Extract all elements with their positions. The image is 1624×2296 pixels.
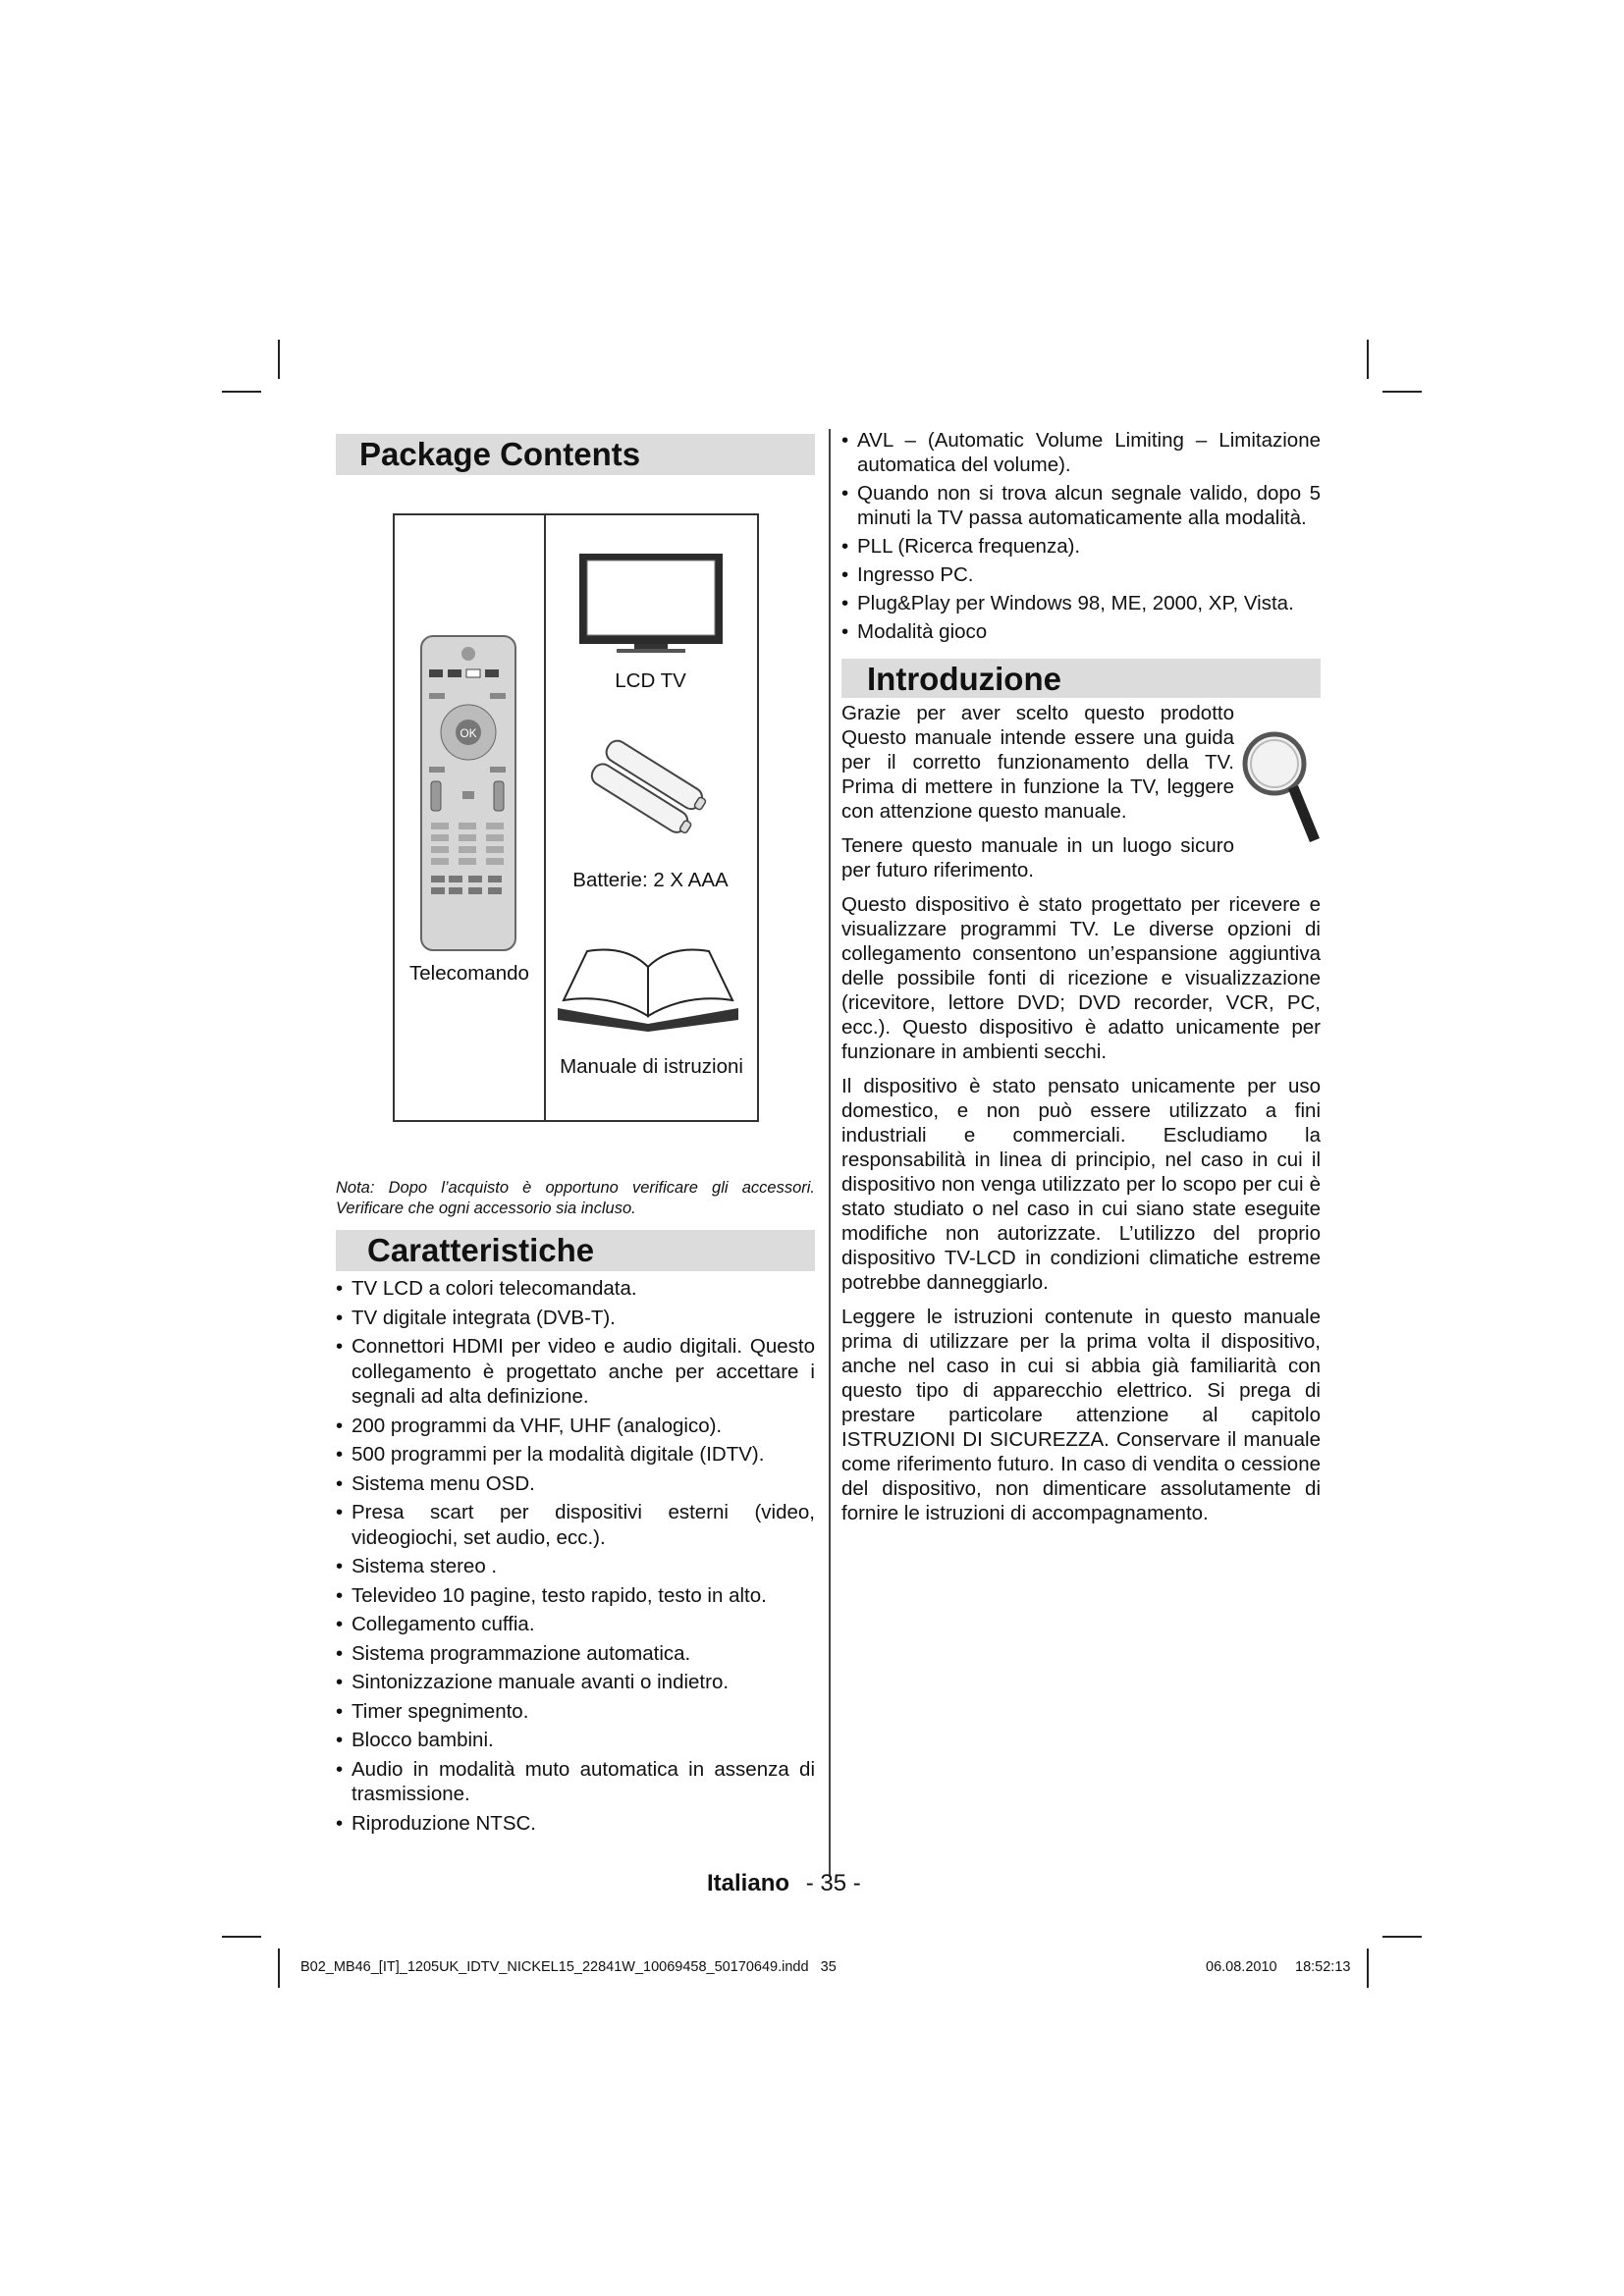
list-item: • Collegamento cuffia. (336, 1612, 815, 1637)
introduction-heading: Introduzione (841, 659, 1321, 698)
crop-mark (222, 391, 261, 393)
column-divider (829, 429, 831, 1877)
crop-mark (1382, 1936, 1422, 1938)
list-item: • Blocco bambini. (336, 1728, 815, 1753)
list-item: • Modalità gioco (841, 619, 1321, 644)
batteries-label: Batterie: 2 X AAA (572, 869, 729, 891)
intro-paragraph: Leggere le istruzioni contenute in questo manuale prima di utilizzare per la prima volta il dispositivo, anche nel caso in cui si abbia già familiarità con questo tipo di apparecchio elettrico. Si prega di prestare particolare attenzione al capitolo ISTRUZIONI DI SICUREZZA. Conservare il manuale come riferimento futuro. In caso di vendita o cessione del dispositivo, non dimenticare assolutamente di fornire le istruzioni di accompagnamento. (841, 1306, 1321, 1524)
package-contents-heading: Package Contents (336, 434, 815, 475)
list-item: • Audio in modalità muto automatica in assenza di trasmissione. (336, 1757, 815, 1807)
svg-text:OK: OK (460, 726, 477, 740)
features-heading: Caratteristiche (336, 1230, 815, 1271)
introduction-text (841, 701, 1321, 1535)
list-item: • Sistema stereo . (336, 1554, 815, 1579)
crop-mark (1367, 340, 1369, 379)
list-item: • AVL – (Automatic Volume Limiting – Limitazione automatica del volume). (841, 428, 1321, 477)
list-item: • 500 programmi per la modalità digitale (IDTV). (336, 1442, 815, 1468)
list-item: • Connettori HDMI per video e audio digitali. Questo collegamento è progettato anche per accettare i segnali ad alta definizione. (336, 1334, 815, 1410)
list-item: • Plug&Play per Windows 98, ME, 2000, XP, Vista. (841, 591, 1321, 615)
package-note: Nota: Dopo l’acquisto è opportuno verificare gli accessori. Verificare che ogni accessorio sia incluso. (336, 1179, 815, 1217)
package-figure-divider (544, 513, 546, 1122)
list-item: • TV digitale integrata (DVB-T). (336, 1306, 815, 1331)
remote-control-label: Telecomando (409, 962, 529, 985)
page-footer (707, 1870, 943, 1897)
manual-label: Manuale di istruzioni (560, 1055, 743, 1078)
manual-book-icon (550, 937, 746, 1036)
list-item: • Presa scart per dispositivi esterni (video, videogiochi, set audio, ecc.). (336, 1500, 815, 1550)
crop-mark (278, 1949, 280, 1988)
features-list-right (841, 428, 1321, 648)
crop-mark (222, 1936, 261, 1938)
list-item: • Riproduzione NTSC. (336, 1811, 815, 1837)
remote-control-icon (419, 634, 517, 953)
print-slug-file: B02_MB46_[IT]_1205UK_IDTV_NICKEL15_22841W_10069458_50170649.indd 35 (300, 1959, 837, 1975)
lcd-tv-label: LCD TV (615, 669, 686, 692)
features-list-left (336, 1276, 815, 1840)
print-slug-date: 06.08.2010 (1206, 1959, 1277, 1975)
list-item: • Quando non si trova alcun segnale valido, dopo 5 minuti la TV passa automaticamente alla modalità. (841, 481, 1321, 530)
list-item: • Televideo 10 pagine, testo rapido, testo in alto. (336, 1583, 815, 1609)
intro-paragraph: Il dispositivo è stato pensato unicamente per uso domestico, e non può essere utilizzato a fini industriali e commerciali. Escludiamo la responsabilità in linea di principio, nel caso in cui il dispositivo non venga utilizzato per lo scopo per cui è stato studiato o nel caso in cui siano state eseguite modifiche non autorizzate. L’utilizzo del proprio dispositivo TV-LCD in condizioni climatiche estreme potrebbe danneggiarlo. (841, 1075, 1321, 1294)
list-item: • Ingresso PC. (841, 562, 1321, 587)
list-item: • Sistema programmazione automatica. (336, 1641, 815, 1667)
intro-paragraph: Questo dispositivo è stato progettato per ricevere e visualizzare programmi TV. Le diverse opzioni di collegamento consentono un’espansione aggiuntiva delle possibile fonti di ricezione e visualizzazione (ricevitore, lettore DVD; DVD recorder, VCR, PC, ecc.). Questo dispositivo è adatto unicamente per funzionare in ambienti secchi. (841, 893, 1321, 1063)
list-item: • Sistema menu OSD. (336, 1471, 815, 1497)
intro-paragraph: Grazie per aver scelto questo prodotto Questo manuale intende essere una guida per il corretto funzionamento della TV. Prima di mettere in funzione la TV, leggere con attenzione questo manuale. (841, 702, 1234, 823)
list-item: • Timer spegnimento. (336, 1699, 815, 1725)
crop-mark (278, 340, 280, 379)
footer-language: Italiano (707, 1870, 790, 1896)
crop-mark (1382, 391, 1422, 393)
intro-paragraph: Tenere questo manuale in un luogo sicuro per futuro riferimento. (841, 834, 1234, 881)
footer-page-number: - 35 - (805, 1870, 861, 1896)
lcd-tv-icon (577, 552, 725, 655)
print-slug-time: 18:52:13 (1295, 1959, 1351, 1975)
list-item: • 200 programmi da VHF, UHF (analogico). (336, 1414, 815, 1439)
crop-mark (1367, 1949, 1369, 1988)
list-item: • PLL (Ricerca frequenza). (841, 534, 1321, 559)
batteries-icon (581, 738, 719, 836)
list-item: • Sintonizzazione manuale avanti o indietro. (336, 1670, 815, 1695)
list-item: • TV LCD a colori telecomandata. (336, 1276, 815, 1302)
